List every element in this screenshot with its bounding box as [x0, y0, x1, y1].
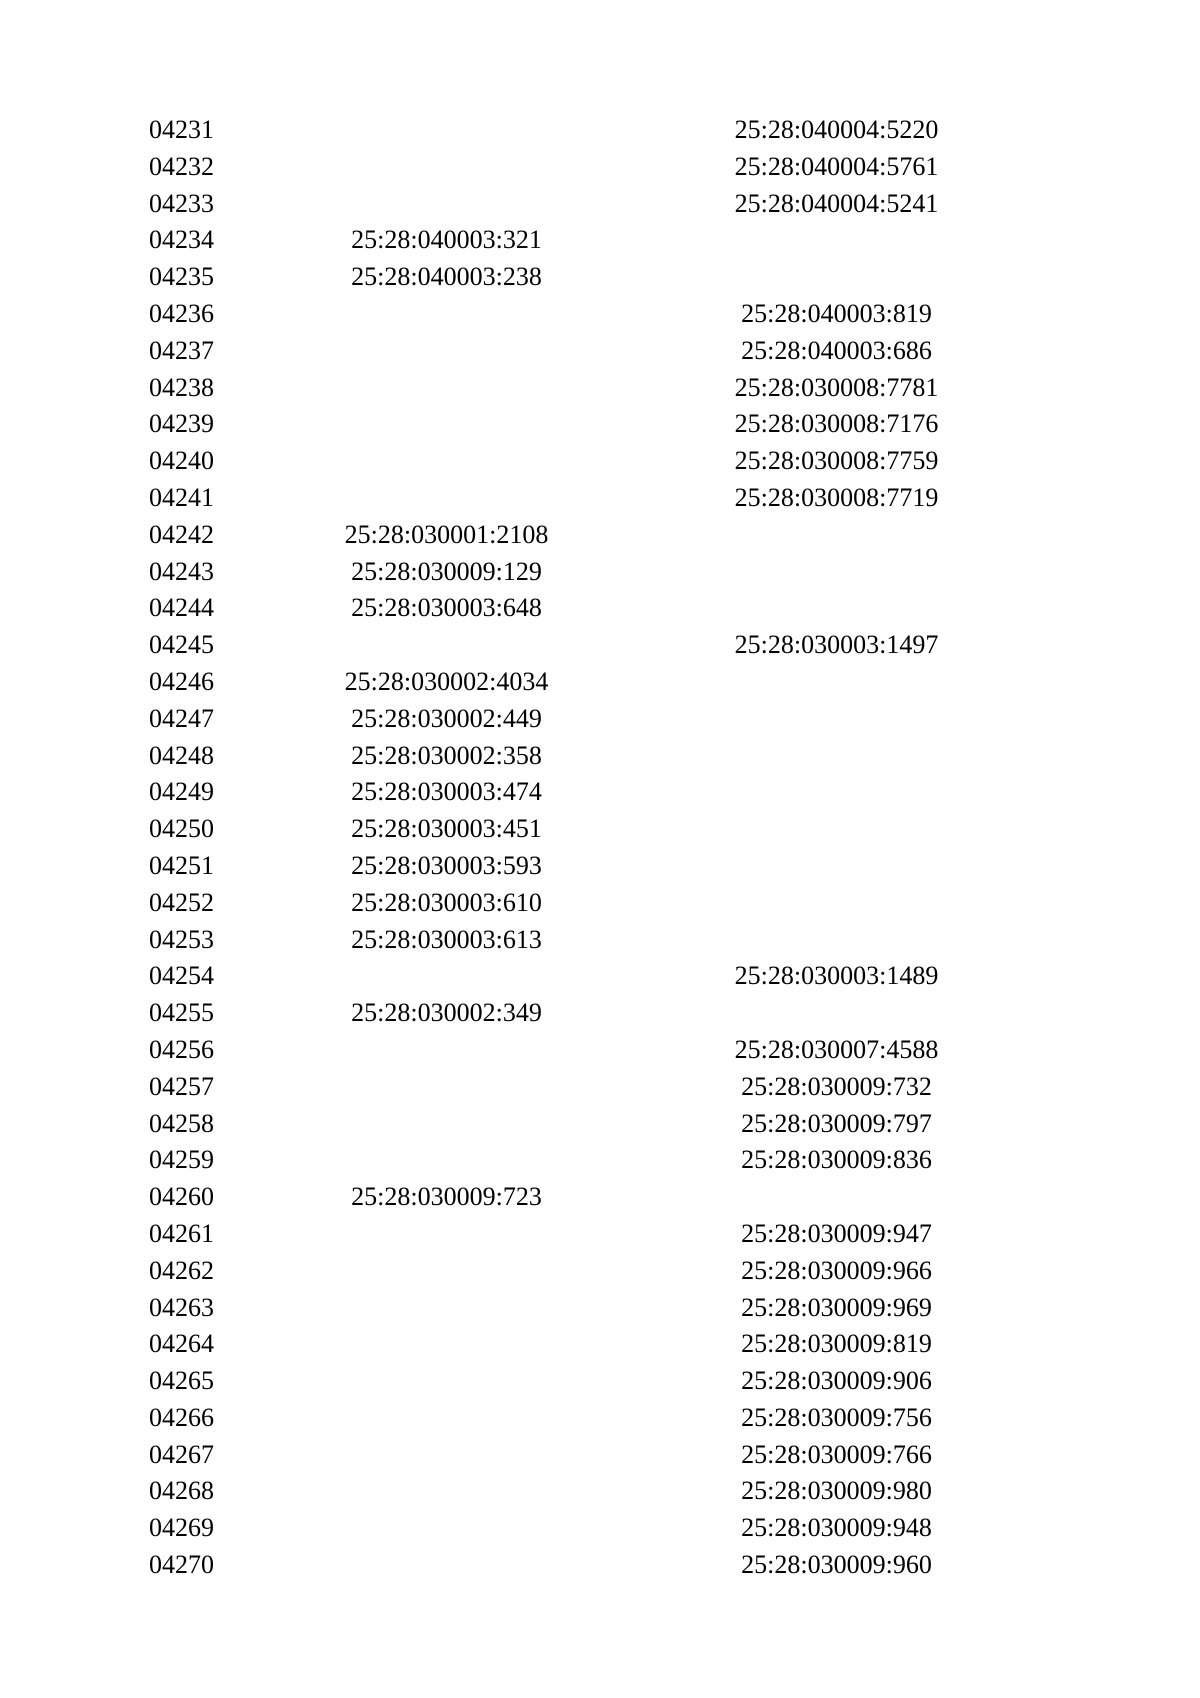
row-number: 04244 [149, 593, 214, 623]
cadastral-number-left [319, 186, 574, 223]
row-number: 04265 [149, 1366, 214, 1396]
row-number: 04231 [149, 115, 214, 144]
table-row [149, 1253, 959, 1290]
table-row [149, 1363, 959, 1400]
cadastral-number-right [714, 259, 959, 296]
cadastral-number-right: 25:28:030009:969 [741, 1292, 932, 1322]
cadastral-number-left: 25:28:030009:129 [351, 556, 542, 586]
column-spacer [574, 296, 714, 333]
row-number: 04258 [149, 1108, 214, 1138]
cadastral-number-left [319, 370, 574, 407]
table-row [149, 112, 959, 149]
row-number: 04267 [149, 1439, 214, 1469]
column-spacer [574, 1106, 714, 1143]
row-number: 04268 [149, 1476, 214, 1506]
cadastral-number-left [319, 1106, 574, 1143]
cadastral-number-left [319, 1363, 574, 1400]
row-number: 04239 [149, 409, 214, 439]
table-row [149, 1473, 959, 1510]
table-row [149, 995, 959, 1032]
row-number: 04259 [149, 1145, 214, 1175]
row-number: 04245 [149, 630, 214, 660]
row-number: 04262 [149, 1255, 214, 1285]
cadastral-number-left: 25:28:030002:4034 [344, 666, 549, 696]
cadastral-number-right: 25:28:030009:948 [741, 1513, 932, 1543]
row-number: 04247 [149, 703, 214, 733]
cadastral-number-left [319, 1069, 574, 1106]
column-spacer [574, 443, 714, 480]
row-number: 04266 [149, 1402, 214, 1432]
table-row [149, 627, 959, 664]
row-number: 04243 [149, 556, 214, 586]
column-spacer [574, 1142, 714, 1179]
cadastral-number-right: 25:28:030008:7176 [734, 409, 939, 439]
column-spacer [574, 480, 714, 517]
cadastral-number-left [319, 1216, 574, 1253]
cadastral-number-right: 25:28:030009:756 [741, 1402, 932, 1432]
row-number: 04235 [149, 262, 214, 292]
cadastral-number-left: 25:28:030003:613 [351, 924, 542, 954]
column-spacer [574, 885, 714, 922]
cadastral-number-right [714, 590, 959, 627]
table-row [149, 811, 959, 848]
table-row [149, 1547, 959, 1584]
column-spacer [574, 1437, 714, 1474]
column-spacer [574, 1363, 714, 1400]
column-spacer [574, 922, 714, 959]
row-number: 04269 [149, 1513, 214, 1543]
column-spacer [574, 774, 714, 811]
column-spacer [574, 517, 714, 554]
row-number: 04238 [149, 372, 214, 402]
column-spacer [574, 1510, 714, 1547]
cadastral-number-right: 25:28:040003:686 [741, 335, 932, 365]
cadastral-number-left: 25:28:030003:610 [351, 887, 542, 917]
cadastral-number-right: 25:28:030009:906 [741, 1366, 932, 1396]
cadastral-number-left [319, 1253, 574, 1290]
cadastral-number-left [319, 958, 574, 995]
table-row [149, 885, 959, 922]
cadastral-number-right: 25:28:030008:7781 [734, 372, 939, 402]
column-spacer [574, 1473, 714, 1510]
column-spacer [574, 1216, 714, 1253]
table-row [149, 1069, 959, 1106]
column-spacer [574, 333, 714, 370]
row-number: 04232 [149, 151, 214, 181]
cadastral-number-right [714, 774, 959, 811]
table-row [149, 1437, 959, 1474]
cadastral-number-right [714, 922, 959, 959]
table-row [149, 222, 959, 259]
cadastral-number-left [319, 149, 574, 186]
cadastral-number-right [714, 811, 959, 848]
cadastral-number-right: 25:28:030003:1497 [734, 630, 939, 660]
table-row [149, 1216, 959, 1253]
cadastral-number-right: 25:28:030008:7759 [734, 446, 939, 476]
row-number: 04242 [149, 519, 214, 549]
cadastral-number-left: 25:28:030001:2108 [344, 519, 549, 549]
cadastral-number-left [319, 627, 574, 664]
table-row [149, 1106, 959, 1143]
cadastral-number-left [319, 1473, 574, 1510]
cadastral-number-right [714, 848, 959, 885]
table-row [149, 590, 959, 627]
row-number: 04234 [149, 225, 214, 255]
row-number: 04251 [149, 850, 214, 880]
cadastral-number-left: 25:28:040003:238 [351, 262, 542, 292]
cadastral-number-right [714, 1179, 959, 1216]
row-number: 04254 [149, 961, 214, 991]
table-row [149, 774, 959, 811]
cadastral-number-right: 25:28:030007:4588 [734, 1034, 939, 1064]
column-spacer [574, 1326, 714, 1363]
row-number: 04257 [149, 1071, 214, 1101]
cadastral-number-left [319, 406, 574, 443]
column-spacer [574, 1290, 714, 1327]
table-row [149, 333, 959, 370]
table-row [149, 149, 959, 186]
row-number: 04260 [149, 1182, 214, 1212]
column-spacer [574, 958, 714, 995]
row-number: 04246 [149, 666, 214, 696]
row-number: 04249 [149, 777, 214, 807]
cadastral-number-right: 25:28:030008:7719 [734, 482, 939, 512]
cadastral-number-right [714, 517, 959, 554]
row-number: 04252 [149, 887, 214, 917]
table-row [149, 701, 959, 738]
column-spacer [574, 222, 714, 259]
table-row [149, 554, 959, 591]
row-number: 04248 [149, 740, 214, 770]
cadastral-number-right: 25:28:030009:966 [741, 1255, 932, 1285]
table-row [149, 664, 959, 701]
cadastral-number-left: 25:28:040003:321 [351, 225, 542, 255]
column-spacer [574, 738, 714, 775]
cadastral-number-right: 25:28:040003:819 [741, 298, 932, 328]
table-body [149, 112, 959, 1584]
column-spacer [574, 1069, 714, 1106]
cadastral-number-right [714, 554, 959, 591]
cadastral-number-left [319, 296, 574, 333]
cadastral-number-right: 25:28:030009:947 [741, 1218, 932, 1248]
cadastral-number-left [319, 112, 574, 149]
row-number: 04233 [149, 188, 214, 218]
cadastral-number-table [149, 112, 959, 1584]
cadastral-number-right: 25:28:040004:5761 [734, 151, 939, 181]
cadastral-number-left: 25:28:030002:358 [351, 740, 542, 770]
cadastral-number-left [319, 1400, 574, 1437]
row-number: 04255 [149, 998, 214, 1028]
cadastral-number-left [319, 1510, 574, 1547]
table-row [149, 922, 959, 959]
column-spacer [574, 995, 714, 1032]
cadastral-number-left: 25:28:030003:474 [351, 777, 542, 807]
cadastral-number-left: 25:28:030003:593 [351, 850, 542, 880]
row-number: 04236 [149, 298, 214, 328]
table-row [149, 848, 959, 885]
cadastral-number-left [319, 443, 574, 480]
column-spacer [574, 590, 714, 627]
cadastral-number-left: 25:28:030002:449 [351, 703, 542, 733]
row-number: 04240 [149, 446, 214, 476]
cadastral-number-right [714, 664, 959, 701]
cadastral-number-right: 25:28:040004:5241 [734, 188, 939, 218]
cadastral-number-right: 25:28:030009:732 [741, 1071, 932, 1101]
table-row [149, 738, 959, 775]
cadastral-number-left [319, 1326, 574, 1363]
column-spacer [574, 406, 714, 443]
table-row [149, 406, 959, 443]
column-spacer [574, 664, 714, 701]
table-row [149, 1510, 959, 1547]
table-row [149, 1326, 959, 1363]
cadastral-number-left: 25:28:030003:648 [351, 593, 542, 623]
table-row [149, 517, 959, 554]
table-row [149, 1142, 959, 1179]
cadastral-number-right: 25:28:030009:960 [741, 1550, 932, 1580]
row-number: 04261 [149, 1218, 214, 1248]
cadastral-number-right: 25:28:030009:836 [741, 1145, 932, 1175]
column-spacer [574, 186, 714, 223]
cadastral-number-left: 25:28:030002:349 [351, 998, 542, 1028]
cadastral-number-left: 25:28:030003:451 [351, 814, 542, 844]
cadastral-number-right [714, 885, 959, 922]
column-spacer [574, 811, 714, 848]
table-row [149, 443, 959, 480]
cadastral-number-right [714, 995, 959, 1032]
column-spacer [574, 1400, 714, 1437]
column-spacer [574, 1547, 714, 1584]
cadastral-number-right: 25:28:030009:819 [741, 1329, 932, 1359]
table-row [149, 370, 959, 407]
row-number: 04253 [149, 924, 214, 954]
column-spacer [574, 1179, 714, 1216]
table-row [149, 1290, 959, 1327]
column-spacer [574, 554, 714, 591]
cadastral-number-right: 25:28:030009:797 [741, 1108, 932, 1138]
column-spacer [574, 848, 714, 885]
row-number: 04241 [149, 482, 214, 512]
table-row [149, 1032, 959, 1069]
cadastral-number-left [319, 1437, 574, 1474]
column-spacer [574, 370, 714, 407]
column-spacer [574, 259, 714, 296]
row-number: 04237 [149, 335, 214, 365]
column-spacer [574, 1032, 714, 1069]
row-number: 04270 [149, 1550, 214, 1580]
table-row [149, 186, 959, 223]
cadastral-number-left [319, 333, 574, 370]
cadastral-number-right: 25:28:030009:980 [741, 1476, 932, 1506]
row-number: 04250 [149, 814, 214, 844]
cadastral-number-left [319, 1142, 574, 1179]
cadastral-number-right: 25:28:030003:1489 [734, 961, 939, 991]
column-spacer [574, 701, 714, 738]
table-row [149, 296, 959, 333]
cadastral-number-right: 25:28:040004:5220 [734, 115, 939, 144]
cadastral-number-right: 25:28:030009:766 [741, 1439, 932, 1469]
column-spacer [574, 1253, 714, 1290]
table-row [149, 1400, 959, 1437]
cadastral-number-right [714, 738, 959, 775]
column-spacer [574, 627, 714, 664]
cadastral-number-left [319, 1547, 574, 1584]
column-spacer [574, 149, 714, 186]
row-number: 04263 [149, 1292, 214, 1322]
cadastral-number-left [319, 1290, 574, 1327]
table-row [149, 958, 959, 995]
cadastral-number-left [319, 480, 574, 517]
cadastral-number-right [714, 222, 959, 259]
table-row [149, 1179, 959, 1216]
table-row [149, 259, 959, 296]
row-number: 04264 [149, 1329, 214, 1359]
cadastral-number-right [714, 701, 959, 738]
table-row [149, 480, 959, 517]
row-number: 04256 [149, 1034, 214, 1064]
cadastral-number-left: 25:28:030009:723 [351, 1182, 542, 1212]
cadastral-number-left [319, 1032, 574, 1069]
column-spacer [574, 112, 714, 149]
